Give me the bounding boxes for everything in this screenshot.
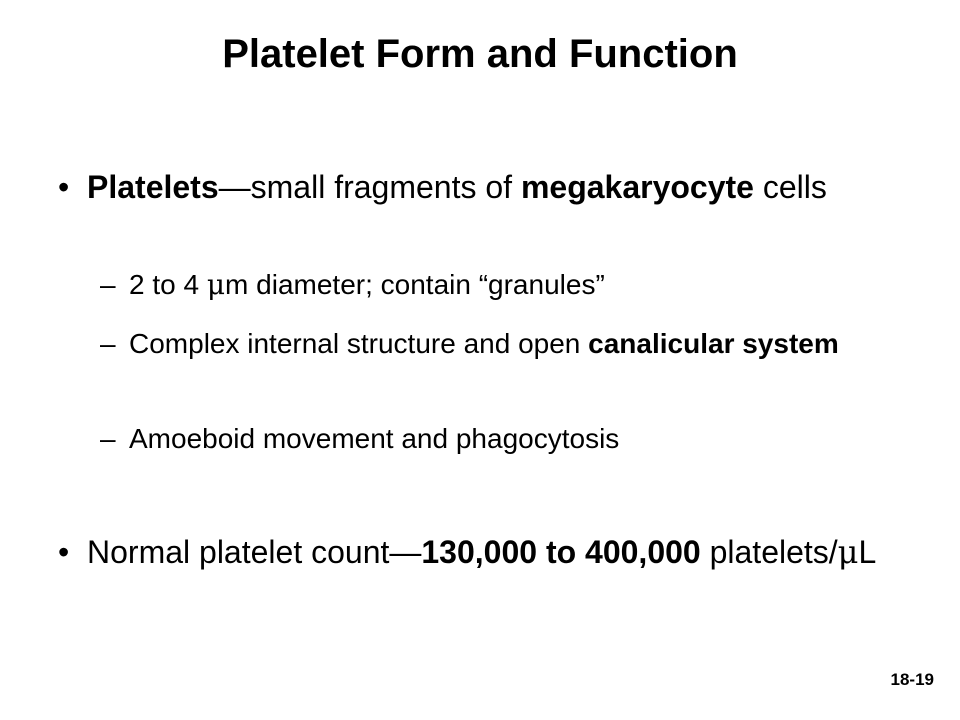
term-canalicular-system: canalicular system [588, 328, 839, 359]
platelet-count-value: 130,000 to 400,000 [421, 534, 701, 570]
bullet-platelets [58, 167, 878, 207]
bullet-dot: • [58, 534, 70, 570]
subbullet-text [129, 268, 860, 302]
subbullet-dash: – [100, 269, 116, 300]
subbullet-dash: – [100, 423, 116, 454]
bullet-text-part: cells [753, 169, 827, 205]
bullet-text-part: Normal platelet count— [87, 534, 422, 570]
slide-title: Platelet Form and Function [222, 32, 738, 76]
subbullet-text: Amoeboid movement and phagocytosis [129, 423, 620, 454]
bullet-text-part: —small fragments of [218, 169, 521, 205]
slide-number: 18-19 [890, 670, 934, 689]
subbullet-diameter [100, 268, 860, 302]
subbullet-dash: – [100, 328, 116, 359]
term-platelets: Platelets [87, 169, 219, 205]
subbullet-structure [100, 327, 860, 361]
subbullet-text-part: m diameter; contain “granules” [225, 269, 605, 300]
bullet-text [87, 167, 878, 207]
subbullet-text-part: Complex internal structure and open [129, 328, 589, 359]
bullet-text [87, 532, 878, 572]
mu-symbol: μ [206, 268, 226, 301]
subbullet-text-part: 2 to 4 [129, 269, 207, 300]
unit-text: L [858, 534, 877, 570]
bullet-platelet-count [58, 532, 878, 572]
subbullet-text [129, 327, 860, 361]
bullet-dot: • [58, 169, 70, 205]
term-megakaryocyte: megakaryocyte [520, 169, 754, 205]
bullet-text-part: platelets/ [700, 534, 838, 570]
mu-symbol: μ [837, 533, 859, 571]
subbullet-movement [100, 422, 860, 456]
